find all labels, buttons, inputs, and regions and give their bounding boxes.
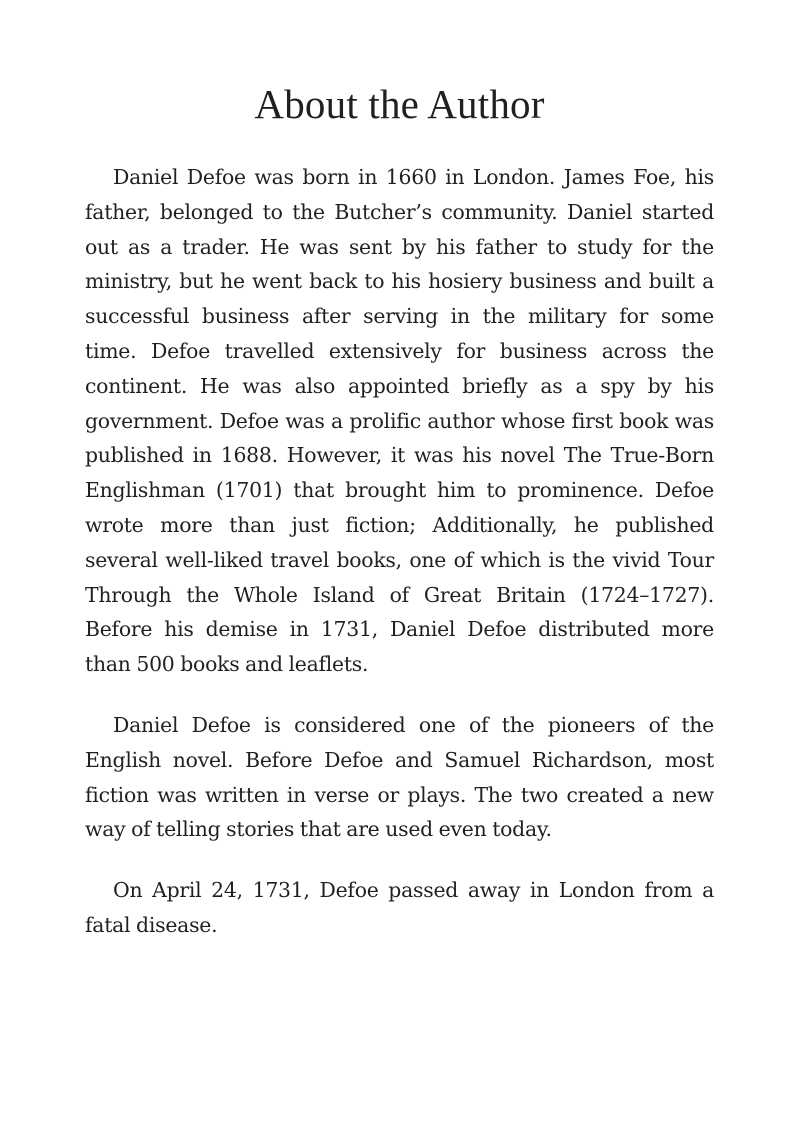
paragraph-legacy: Daniel Defoe is considered one of the pioneers of the English novel. Before Defoe and Samuel Richardson, most fiction was written in verse or plays. The two created a new way of telling stories that are used even today. (85, 712, 714, 842)
page-title: About the Author (254, 81, 545, 127)
paragraph-biography: Daniel Defoe was born in 1660 in London. James Foe, his father, belonged to the Butcher’s community. Daniel started out as a trader. He was sent by his father to study for the ministry, but he went back to his hosiery business and built a successful business after serving in the military for some time. Defoe travelled extensively for business across the continent. He was also appointed briefly as a spy by his government. Defoe was a prolific author whose first book was published in 1688. However, it was his novel The True-Born Englishman (1701) that brought him to prominence. Defoe wrote more than just fiction; Additionally, he published several well-liked travel books, one of which is the vivid Tour Through the Whole Island of Great Britain (1724–1727). Before his demise in 1731, Daniel Defoe distributed more than 500 books and leaflets. (85, 165, 714, 677)
paragraph-death: On April 24, 1731, Defoe passed away in London from a fatal disease. (85, 878, 714, 937)
document-page (85, 76, 714, 943)
